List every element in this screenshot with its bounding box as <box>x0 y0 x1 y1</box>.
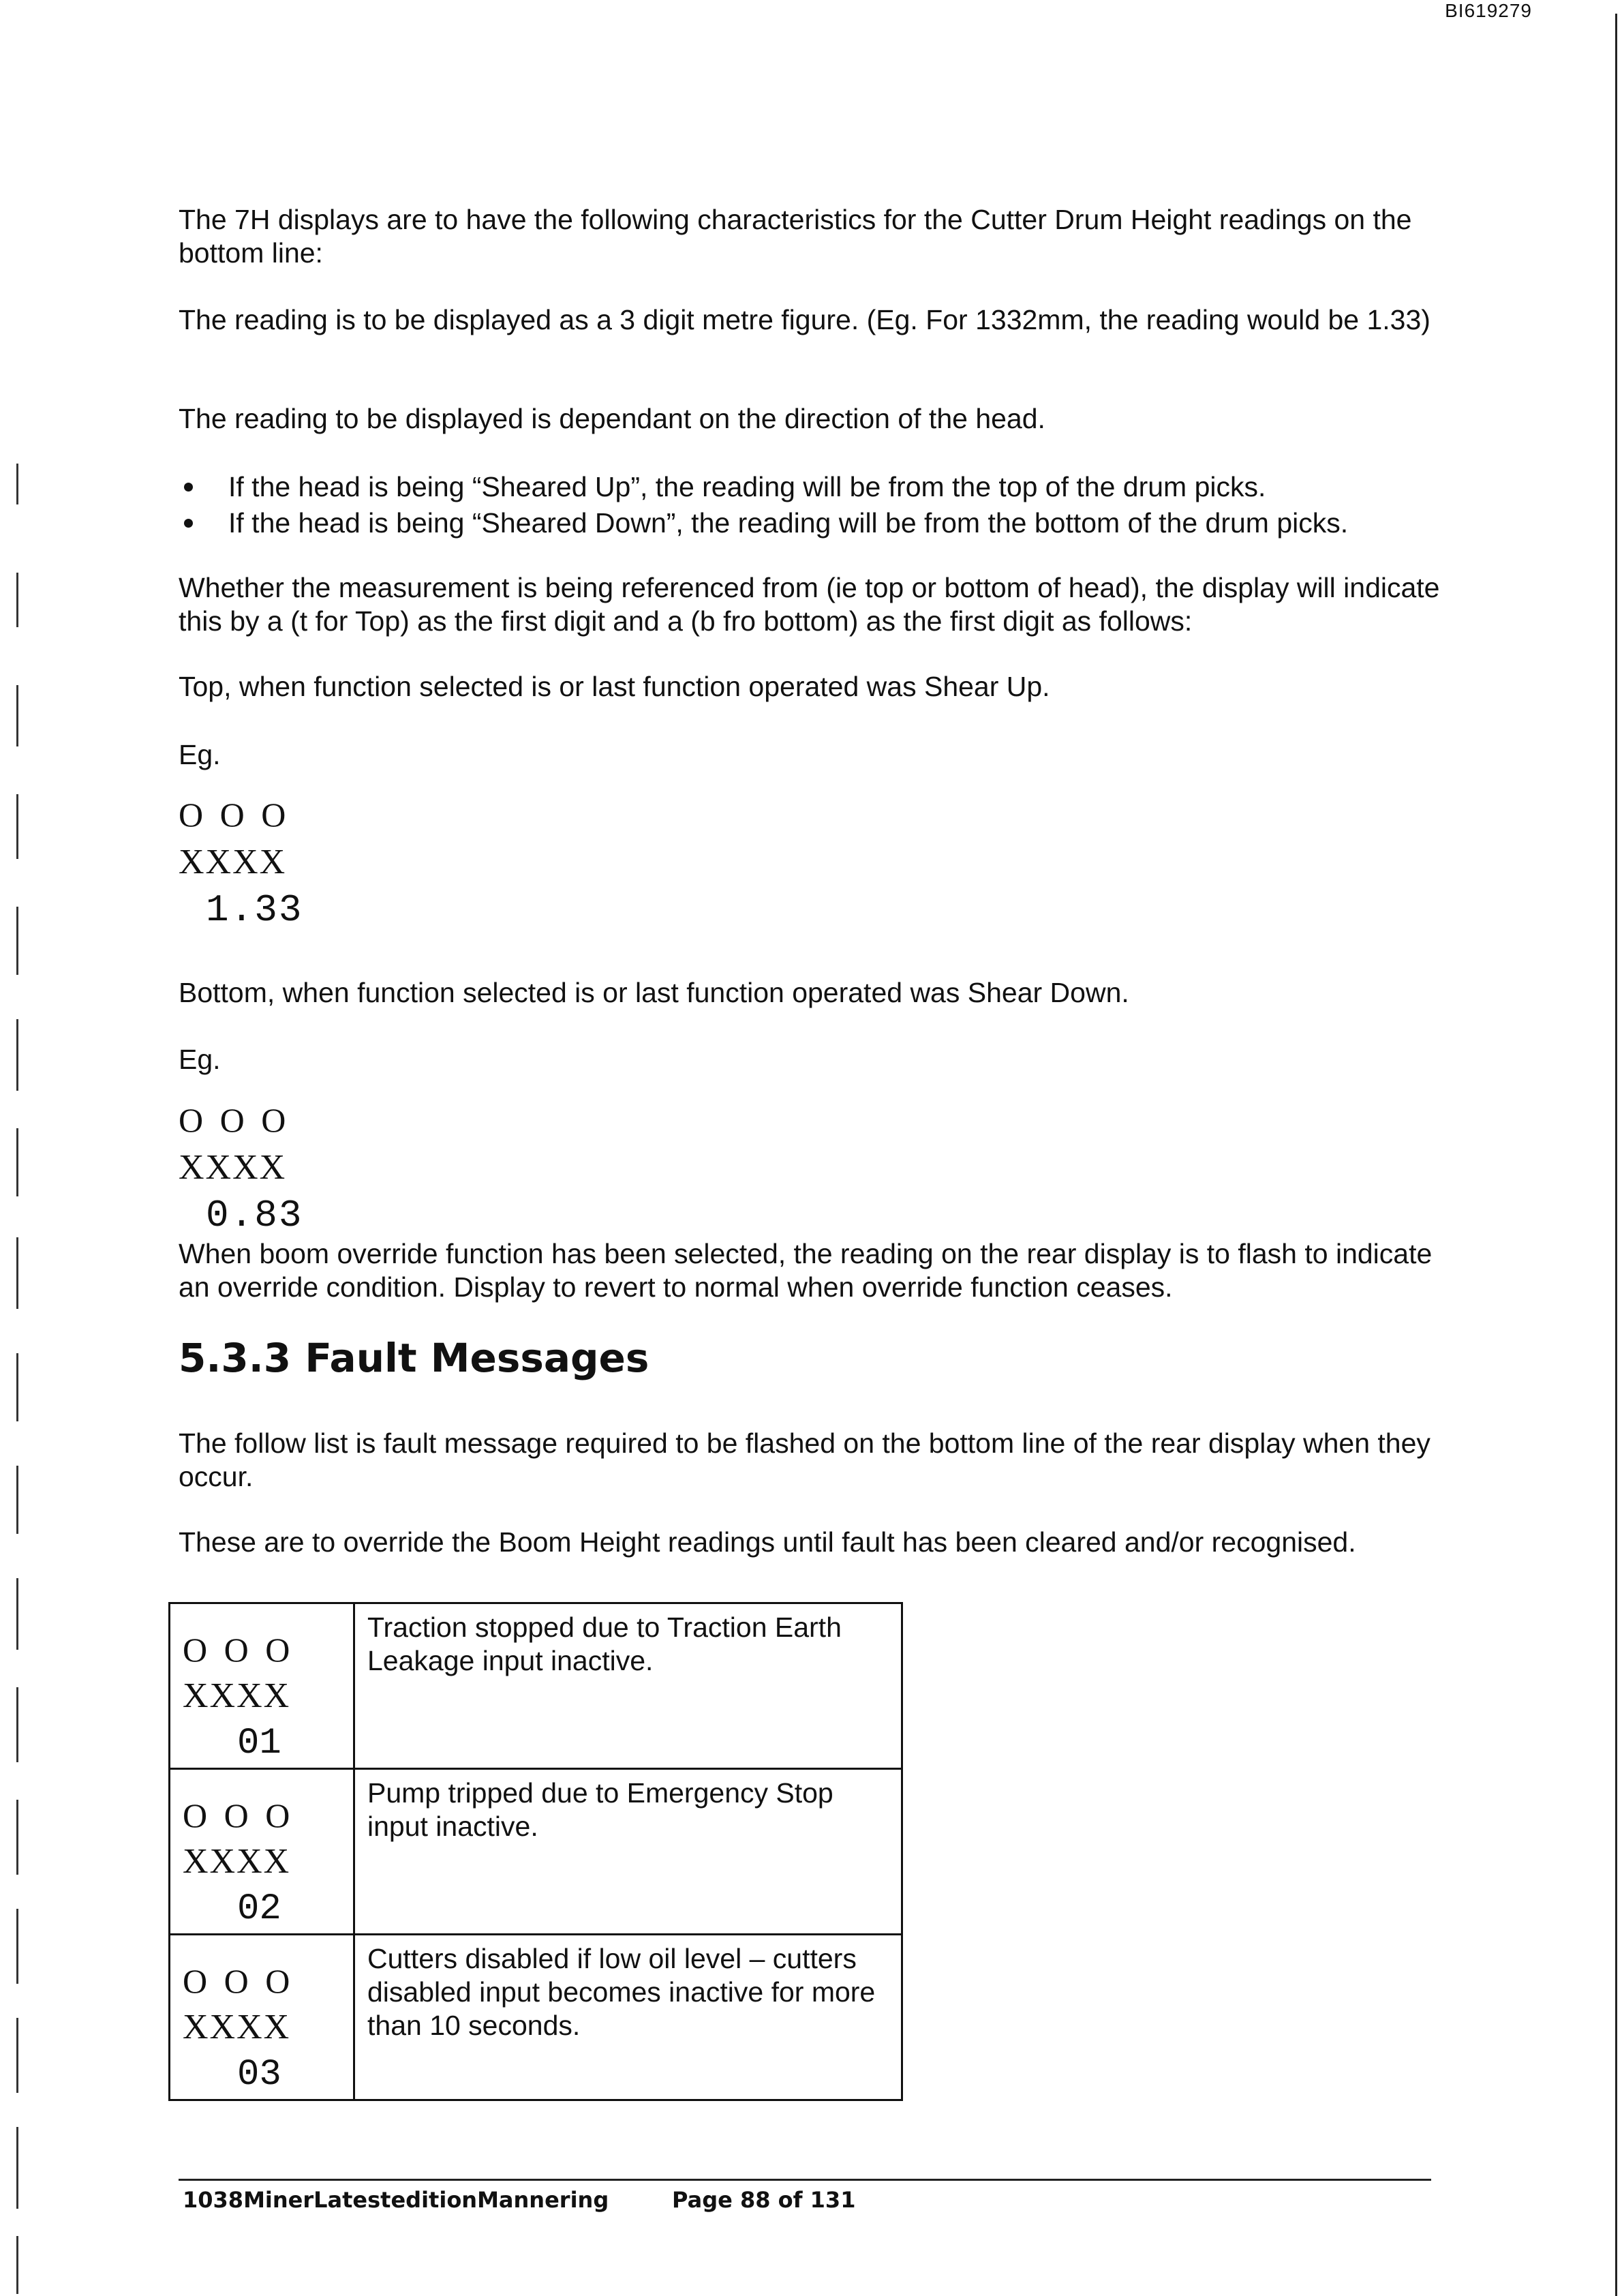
indicator-leds: O O O <box>179 796 290 834</box>
binding-mark <box>16 1128 18 1196</box>
binding-mark <box>16 2236 18 2294</box>
binding-mark <box>16 1578 18 1650</box>
fault-code: 03 <box>237 2054 281 2096</box>
binding-mark <box>16 1237 18 1309</box>
indicator-leds: O O O <box>179 1101 290 1139</box>
display-example-top <box>179 791 303 934</box>
binding-mark <box>16 685 18 746</box>
footer-document-name: 1038MinerLatesteditionMannering <box>183 2187 609 2213</box>
reference-paragraph: Whether the measurement is being referenced from (ie top or bottom of head), the display will indicate this by a (t for Top) as the first digit and a (b fro bottom) as the first digit as follows: <box>179 572 1440 637</box>
fault-description: Traction stopped due to Traction Earth Leakage input inactive. <box>354 1603 902 1769</box>
binding-mark <box>16 1909 18 1984</box>
display-value: 0.83 <box>206 1194 303 1237</box>
indicator-leds: O O O <box>183 1796 294 1834</box>
binding-mark <box>16 907 18 975</box>
table-row <box>170 1935 902 2100</box>
display-characters: XXXX <box>179 1148 287 1187</box>
binding-mark <box>16 2127 18 2209</box>
fault-code: 02 <box>237 1888 281 1930</box>
display-value: 1.33 <box>206 888 303 932</box>
binding-mark <box>16 1800 18 1875</box>
bullet-item: If the head is being “Sheared Up”, the reading will be from the top of the drum picks. <box>179 469 1446 505</box>
table-row <box>170 1603 902 1769</box>
binding-mark <box>16 794 18 859</box>
bottom-case-paragraph: Bottom, when function selected is or last function operated was Shear Down. <box>179 977 1129 1008</box>
binding-mark <box>16 1466 18 1534</box>
binding-mark <box>16 1019 18 1091</box>
fault-display-cell <box>170 1603 354 1769</box>
override-paragraph: When boom override function has been selected, the reading on the rear display is to flash to indicate an override condition. Display to revert to normal when override function ceases. <box>179 1238 1433 1303</box>
fault-message-table <box>168 1602 903 2101</box>
footer-rule <box>179 2179 1431 2181</box>
direction-paragraph: The reading to be displayed is dependant on the direction of the head. <box>179 403 1045 434</box>
table-row <box>170 1769 902 1935</box>
binding-mark <box>16 2018 18 2093</box>
intro-paragraph: The 7H displays are to have the following characteristics for the Cutter Drum Height readings on the bottom line: <box>179 204 1412 269</box>
example-label: Eg. <box>179 739 221 770</box>
direction-bullet-list <box>179 469 1446 541</box>
fault-description: Cutters disabled if low oil level – cutters disabled input becomes inactive for more than 10 seconds. <box>354 1935 902 2100</box>
fault-code: 01 <box>237 1723 281 1764</box>
reading-format-paragraph: The reading is to be displayed as a 3 digit metre figure. (Eg. For 1332mm, the reading would be 1.33) <box>179 304 1430 335</box>
indicator-leds: O O O <box>183 1962 294 2000</box>
binding-mark <box>16 573 18 627</box>
indicator-leds: O O O <box>183 1631 294 1669</box>
display-characters: XXXX <box>179 843 287 881</box>
display-characters: XXXX <box>183 2008 291 2046</box>
footer-page-number: Page 88 of 131 <box>672 2187 856 2213</box>
top-case-paragraph: Top, when function selected is or last function operated was Shear Up. <box>179 671 1050 702</box>
fault-display-cell <box>170 1935 354 2100</box>
section-heading: 5.3.3 Fault Messages <box>179 1335 649 1381</box>
binding-mark <box>16 464 18 504</box>
fault-description: Pump tripped due to Emergency Stop input inactive. <box>354 1769 902 1935</box>
binding-mark <box>16 1353 18 1421</box>
display-characters: XXXX <box>183 1842 291 1881</box>
bullet-item: If the head is being “Sheared Down”, the reading will be from the bottom of the drum picks. <box>179 505 1446 541</box>
fault-intro-paragraph: The follow list is fault message required to be flashed on the bottom line of the rear display when they occur. <box>179 1428 1430 1492</box>
page-edge-rule <box>1615 14 1617 2296</box>
fault-display-cell <box>170 1769 354 1935</box>
display-characters: XXXX <box>183 1676 291 1715</box>
display-example-bottom <box>179 1096 303 1239</box>
binding-mark <box>16 1687 18 1762</box>
document-id: BI619279 <box>1445 0 1532 21</box>
fault-override-paragraph: These are to override the Boom Height readings until fault has been cleared and/or recognised. <box>179 1526 1356 1558</box>
example-label: Eg. <box>179 1044 221 1075</box>
